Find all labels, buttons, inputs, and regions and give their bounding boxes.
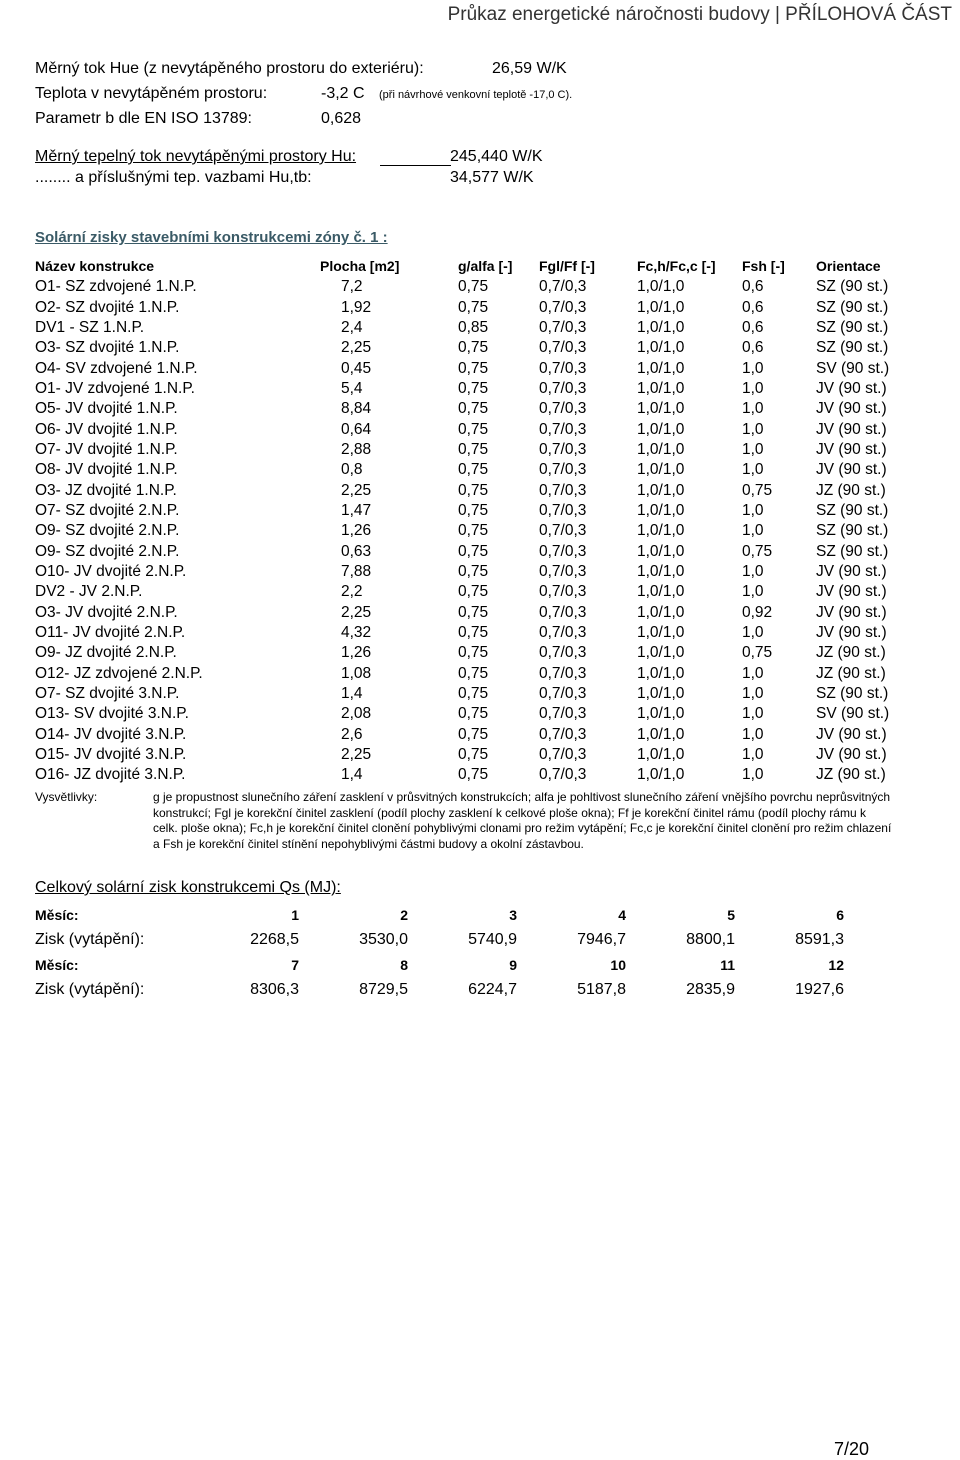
- cell-fgl: 0,7/0,3: [539, 746, 587, 764]
- cell-area: 5,4: [341, 379, 363, 397]
- cell-fc: 1,0/1,0: [637, 766, 685, 784]
- cell-orientation: JV (90 st.): [816, 746, 887, 764]
- cell-g: 0,75: [458, 603, 489, 621]
- cell-g: 0,75: [458, 359, 489, 377]
- cell-name: O8- JV dvojité 1.N.P.: [35, 461, 178, 479]
- page-number: 7/20: [834, 1439, 870, 1459]
- cell-fc: 1,0/1,0: [637, 501, 685, 519]
- cell-orientation: JZ (90 st.): [816, 644, 886, 662]
- cell-fgl: 0,7/0,3: [539, 685, 587, 703]
- cell-fgl: 0,7/0,3: [539, 481, 587, 499]
- table-header-row: [35, 255, 906, 277]
- hutb-value: 34,577 W/K: [450, 169, 534, 186]
- cell-fsh: 1,0: [742, 746, 764, 764]
- cell-fgl: 0,7/0,3: [539, 461, 587, 479]
- cell-name: DV2 - JV 2.N.P.: [35, 583, 143, 601]
- cell-name: O1- JV zdvojené 1.N.P.: [35, 379, 195, 397]
- cell-area: 2,88: [341, 440, 372, 458]
- column-header-fgl: Fgl/Ff [-]: [539, 258, 595, 274]
- cell-fc: 1,0/1,0: [637, 522, 685, 540]
- cell-fgl: 0,7/0,3: [539, 562, 587, 580]
- hu-underline: [380, 165, 451, 166]
- cell-orientation: SZ (90 st.): [816, 339, 889, 357]
- cell-fgl: 0,7/0,3: [539, 603, 587, 621]
- table-row: [35, 582, 906, 602]
- cell-area: 2,6: [341, 725, 363, 743]
- table-row: [35, 664, 906, 684]
- cell-area: 0,63: [341, 542, 372, 560]
- legend-label: Vysvětlivky:: [35, 790, 98, 804]
- month-cell: 8: [400, 956, 408, 973]
- cell-name: O12- JZ zdvojené 2.N.P.: [35, 664, 203, 682]
- month-cell: 4: [618, 906, 626, 923]
- gain-cell: 2268,5: [250, 930, 299, 948]
- cell-g: 0,75: [458, 725, 489, 743]
- table-row: [35, 277, 906, 297]
- cell-fsh: 1,0: [742, 562, 764, 580]
- cell-orientation: JV (90 st.): [816, 440, 887, 458]
- column-header-area: Plocha [m2]: [320, 258, 400, 274]
- cell-fgl: 0,7/0,3: [539, 542, 587, 560]
- cell-g: 0,75: [458, 400, 489, 418]
- cell-area: 1,26: [341, 644, 372, 662]
- table-row: [35, 399, 906, 419]
- cell-g: 0,75: [458, 420, 489, 438]
- cell-fc: 1,0/1,0: [637, 278, 685, 296]
- table-row: [35, 521, 906, 541]
- cell-fc: 1,0/1,0: [637, 379, 685, 397]
- cell-g: 0,75: [458, 685, 489, 703]
- gain-label: Zisk (vytápění):: [35, 980, 145, 998]
- cell-fc: 1,0/1,0: [637, 583, 685, 601]
- cell-fsh: 1,0: [742, 766, 764, 784]
- cell-name: O15- JV dvojité 3.N.P.: [35, 746, 187, 764]
- cell-area: 0,8: [341, 461, 363, 479]
- legend-text: g je propustnost slunečního záření zasklení v průsvitných konstrukcích; alfa je pohltivost slunečního záření vnějšího povrchu neprůsvitných konstrukcí; Fgl je korekční činitel zasklení (podíl plochy zasklení k celkové ploše okna); Ff je korekční činitel rámu (podíl plochy rámu k celk. ploše okna); Fc,h je korekční činitel clonění pohyblivými clonami pro režim vytápění; Fc,c je korekční činitel clonění pro režim chlazení a Fsh je korekční činitel stínění nepohyblivými částmi budovy a okolní zástavbou.: [153, 790, 892, 851]
- cell-orientation: JV (90 st.): [816, 603, 887, 621]
- cell-fgl: 0,7/0,3: [539, 400, 587, 418]
- cell-fc: 1,0/1,0: [637, 624, 685, 642]
- table-row: [35, 440, 906, 460]
- hu-value: 245,440 W/K: [450, 148, 543, 165]
- cell-fc: 1,0/1,0: [637, 461, 685, 479]
- cell-fsh: 1,0: [742, 624, 764, 642]
- cell-g: 0,75: [458, 278, 489, 296]
- cell-fsh: 0,6: [742, 298, 764, 316]
- cell-fsh: 1,0: [742, 440, 764, 458]
- gain-row-2: [35, 977, 844, 1002]
- cell-fsh: 1,0: [742, 685, 764, 703]
- gain-cell: 1927,6: [795, 980, 844, 998]
- b-parameter-value: 0,628: [321, 110, 362, 127]
- cell-g: 0,75: [458, 461, 489, 479]
- table-row: [35, 480, 906, 500]
- cell-g: 0,75: [458, 562, 489, 580]
- cell-fgl: 0,7/0,3: [539, 420, 587, 438]
- cell-fgl: 0,7/0,3: [539, 278, 587, 296]
- cell-name: O14- JV dvojité 3.N.P.: [35, 725, 187, 743]
- cell-name: O9- JZ dvojité 2.N.P.: [35, 644, 177, 662]
- month-cell: 7: [291, 956, 299, 973]
- cell-name: O3- JZ dvojité 1.N.P.: [35, 481, 177, 499]
- table-row: [35, 765, 906, 785]
- cell-g: 0,75: [458, 664, 489, 682]
- cell-name: O6- JV dvojité 1.N.P.: [35, 420, 178, 438]
- cell-orientation: SZ (90 st.): [816, 318, 889, 336]
- cell-fc: 1,0/1,0: [637, 318, 685, 336]
- cell-area: 1,4: [341, 766, 363, 784]
- cell-fc: 1,0/1,0: [637, 746, 685, 764]
- cell-name: O9- SZ dvojité 2.N.P.: [35, 542, 180, 560]
- month-cell: 2: [400, 906, 408, 923]
- solar-gains-title: Solární zisky stavebními konstrukcemi zóny č. 1 :: [35, 229, 388, 246]
- column-header-orientation: Orientace: [816, 258, 881, 274]
- page-header-title: Průkaz energetické náročnosti budovy | PŘÍLOHOVÁ ČÁST: [447, 4, 952, 25]
- table-row: [35, 643, 906, 663]
- solar-gains-table: [35, 255, 906, 786]
- month-label: Měsíc:: [35, 906, 79, 923]
- cell-area: 8,84: [341, 400, 372, 418]
- table-row: [35, 338, 906, 358]
- cell-name: O10- JV dvojité 2.N.P.: [35, 562, 187, 580]
- gain-cell: 3530,0: [359, 930, 408, 948]
- cell-g: 0,75: [458, 705, 489, 723]
- cell-area: 2,25: [341, 746, 372, 764]
- table-row: [35, 379, 906, 399]
- cell-fsh: 1,0: [742, 583, 764, 601]
- gain-cell: 6224,7: [468, 980, 517, 998]
- month-cell: 3: [509, 906, 517, 923]
- cell-orientation: SZ (90 st.): [816, 685, 889, 703]
- cell-area: 4,32: [341, 624, 372, 642]
- cell-fgl: 0,7/0,3: [539, 725, 587, 743]
- table-row: [35, 562, 906, 582]
- month-cell: 5: [727, 906, 735, 923]
- cell-fc: 1,0/1,0: [637, 420, 685, 438]
- cell-fgl: 0,7/0,3: [539, 644, 587, 662]
- cell-area: 0,45: [341, 359, 372, 377]
- cell-fsh: 0,75: [742, 481, 773, 499]
- cell-area: 1,4: [341, 685, 363, 703]
- month-row-1: [35, 902, 844, 927]
- temperature-label: Teplota v nevytápěném prostoru:: [35, 85, 268, 102]
- cell-fgl: 0,7/0,3: [539, 624, 587, 642]
- cell-fgl: 0,7/0,3: [539, 501, 587, 519]
- cell-fgl: 0,7/0,3: [539, 522, 587, 540]
- cell-orientation: JZ (90 st.): [816, 481, 886, 499]
- table-row: [35, 603, 906, 623]
- gain-cell: 8306,3: [250, 980, 299, 998]
- column-header-name: Název konstrukce: [35, 258, 155, 274]
- cell-area: 2,4: [341, 318, 363, 336]
- cell-name: O9- SZ dvojité 2.N.P.: [35, 522, 180, 540]
- table-row: [35, 419, 906, 439]
- cell-fsh: 1,0: [742, 725, 764, 743]
- cell-fsh: 0,75: [742, 644, 773, 662]
- temperature-value: -3,2 C: [321, 85, 365, 102]
- cell-orientation: JV (90 st.): [816, 562, 887, 580]
- cell-fgl: 0,7/0,3: [539, 664, 587, 682]
- cell-g: 0,75: [458, 501, 489, 519]
- gain-cell: 5740,9: [468, 930, 517, 948]
- cell-fc: 1,0/1,0: [637, 644, 685, 662]
- table-row: [35, 623, 906, 643]
- gain-cell: 7946,7: [577, 930, 626, 948]
- cell-orientation: JZ (90 st.): [816, 766, 886, 784]
- column-header-fsh: Fsh [-]: [742, 258, 785, 274]
- gain-cell: 8800,1: [686, 930, 735, 948]
- cell-fc: 1,0/1,0: [637, 298, 685, 316]
- month-label: Měsíc:: [35, 956, 79, 973]
- gain-cell: 2835,9: [686, 980, 735, 998]
- cell-orientation: JV (90 st.): [816, 624, 887, 642]
- cell-fgl: 0,7/0,3: [539, 379, 587, 397]
- table-row: [35, 501, 906, 521]
- cell-fsh: 0,92: [742, 603, 773, 621]
- column-header-g: g/alfa [-]: [458, 258, 513, 274]
- cell-fc: 1,0/1,0: [637, 685, 685, 703]
- cell-name: O5- JV dvojité 1.N.P.: [35, 400, 178, 418]
- cell-g: 0,75: [458, 440, 489, 458]
- cell-fc: 1,0/1,0: [637, 603, 685, 621]
- cell-name: O7- SZ dvojité 2.N.P.: [35, 501, 180, 519]
- cell-g: 0,75: [458, 542, 489, 560]
- cell-orientation: JV (90 st.): [816, 379, 887, 397]
- gain-cell: 8591,3: [795, 930, 844, 948]
- cell-orientation: JV (90 st.): [816, 400, 887, 418]
- month-cell: 1: [291, 906, 299, 923]
- cell-fsh: 1,0: [742, 664, 764, 682]
- cell-fc: 1,0/1,0: [637, 440, 685, 458]
- cell-name: O3- JV dvojité 2.N.P.: [35, 603, 178, 621]
- cell-orientation: SZ (90 st.): [816, 501, 889, 519]
- cell-name: O16- JZ dvojité 3.N.P.: [35, 766, 186, 784]
- cell-fc: 1,0/1,0: [637, 481, 685, 499]
- cell-g: 0,75: [458, 746, 489, 764]
- gain-row-1: [35, 927, 844, 952]
- month-cell: 6: [836, 906, 844, 923]
- month-cell: 12: [828, 956, 844, 973]
- cell-area: 0,64: [341, 420, 372, 438]
- temperature-note: (při návrhové venkovní teplotě -17,0 C).: [379, 89, 573, 101]
- cell-orientation: SZ (90 st.): [816, 298, 889, 316]
- cell-orientation: JV (90 st.): [816, 725, 887, 743]
- cell-name: DV1 - SZ 1.N.P.: [35, 318, 145, 336]
- cell-orientation: SZ (90 st.): [816, 522, 889, 540]
- cell-orientation: JV (90 st.): [816, 420, 887, 438]
- cell-fsh: 1,0: [742, 420, 764, 438]
- cell-orientation: SZ (90 st.): [816, 278, 889, 296]
- cell-orientation: JV (90 st.): [816, 583, 887, 601]
- cell-area: 1,26: [341, 522, 372, 540]
- table-row: [35, 684, 906, 704]
- table-row: [35, 318, 906, 338]
- cell-fgl: 0,7/0,3: [539, 298, 587, 316]
- gain-label: Zisk (vytápění):: [35, 930, 145, 948]
- cell-fc: 1,0/1,0: [637, 400, 685, 418]
- cell-fc: 1,0/1,0: [637, 542, 685, 560]
- cell-fsh: 1,0: [742, 400, 764, 418]
- table-row: [35, 725, 906, 745]
- cell-fc: 1,0/1,0: [637, 664, 685, 682]
- cell-area: 2,25: [341, 481, 372, 499]
- cell-fgl: 0,7/0,3: [539, 705, 587, 723]
- cell-fgl: 0,7/0,3: [539, 440, 587, 458]
- monthly-gains-table: [35, 902, 844, 1002]
- cell-g: 0,75: [458, 298, 489, 316]
- cell-fgl: 0,7/0,3: [539, 359, 587, 377]
- cell-area: 1,08: [341, 664, 372, 682]
- cell-area: 2,08: [341, 705, 372, 723]
- cell-fsh: 0,6: [742, 339, 764, 357]
- hue-value: 26,59 W/K: [492, 60, 567, 77]
- cell-fgl: 0,7/0,3: [539, 318, 587, 336]
- gain-cell: 8729,5: [359, 980, 408, 998]
- cell-fsh: 1,0: [742, 359, 764, 377]
- cell-fsh: 0,75: [742, 542, 773, 560]
- cell-area: 7,88: [341, 562, 372, 580]
- column-header-fc: Fc,h/Fc,c [-]: [637, 258, 716, 274]
- cell-fc: 1,0/1,0: [637, 705, 685, 723]
- cell-fgl: 0,7/0,3: [539, 583, 587, 601]
- table-row: [35, 745, 906, 765]
- cell-name: O4- SV zdvojené 1.N.P.: [35, 359, 198, 377]
- cell-fc: 1,0/1,0: [637, 562, 685, 580]
- table-row: [35, 358, 906, 378]
- cell-area: 7,2: [341, 278, 363, 296]
- cell-g: 0,75: [458, 481, 489, 499]
- hutb-label: ........ a příslušnými tep. vazbami Hu,tb:: [35, 169, 312, 186]
- cell-area: 2,25: [341, 339, 372, 357]
- table-row: [35, 541, 906, 561]
- cell-orientation: JV (90 st.): [816, 461, 887, 479]
- hue-label: Měrný tok Hue (z nevytápěného prostoru do exteriéru):: [35, 60, 424, 77]
- month-cell: 9: [509, 956, 517, 973]
- cell-name: O7- JV dvojité 1.N.P.: [35, 440, 178, 458]
- cell-fsh: 0,6: [742, 278, 764, 296]
- cell-orientation: JZ (90 st.): [816, 664, 886, 682]
- cell-name: O13- SV dvojité 3.N.P.: [35, 705, 189, 723]
- cell-name: O2- SZ dvojité 1.N.P.: [35, 298, 180, 316]
- cell-g: 0,75: [458, 624, 489, 642]
- cell-fsh: 1,0: [742, 705, 764, 723]
- cell-orientation: SV (90 st.): [816, 359, 890, 377]
- cell-g: 0,75: [458, 339, 489, 357]
- cell-area: 2,2: [341, 583, 363, 601]
- month-cell: 11: [720, 956, 735, 973]
- table-row: [35, 460, 906, 480]
- cell-fc: 1,0/1,0: [637, 725, 685, 743]
- cell-area: 2,25: [341, 603, 372, 621]
- cell-fgl: 0,7/0,3: [539, 766, 587, 784]
- table-row: [35, 297, 906, 317]
- cell-name: O11- JV dvojité 2.N.P.: [35, 624, 186, 642]
- cell-name: O3- SZ dvojité 1.N.P.: [35, 339, 180, 357]
- cell-g: 0,85: [458, 318, 489, 336]
- cell-name: O7- SZ dvojité 3.N.P.: [35, 685, 180, 703]
- cell-fsh: 1,0: [742, 461, 764, 479]
- b-parameter-label: Parametr b dle EN ISO 13789:: [35, 110, 252, 127]
- cell-g: 0,75: [458, 522, 489, 540]
- monthly-gains-title: Celkový solární zisk konstrukcemi Qs (MJ):: [35, 879, 341, 896]
- cell-fc: 1,0/1,0: [637, 359, 685, 377]
- cell-fgl: 0,7/0,3: [539, 339, 587, 357]
- cell-area: 1,47: [341, 501, 372, 519]
- cell-fsh: 0,6: [742, 318, 764, 336]
- table-row: [35, 704, 906, 724]
- cell-fc: 1,0/1,0: [637, 339, 685, 357]
- cell-name: O1- SZ zdvojené 1.N.P.: [35, 278, 197, 296]
- cell-g: 0,75: [458, 766, 489, 784]
- cell-orientation: SV (90 st.): [816, 705, 890, 723]
- month-cell: 10: [610, 956, 626, 973]
- cell-fsh: 1,0: [742, 379, 764, 397]
- gain-cell: 5187,8: [577, 980, 626, 998]
- month-row-2: [35, 952, 844, 977]
- cell-area: 1,92: [341, 298, 372, 316]
- cell-fsh: 1,0: [742, 501, 764, 519]
- cell-fsh: 1,0: [742, 522, 764, 540]
- cell-g: 0,75: [458, 583, 489, 601]
- cell-g: 0,75: [458, 379, 489, 397]
- cell-g: 0,75: [458, 644, 489, 662]
- hu-label: Měrný tepelný tok nevytápěnými prostory Hu:: [35, 148, 357, 165]
- cell-orientation: SZ (90 st.): [816, 542, 889, 560]
